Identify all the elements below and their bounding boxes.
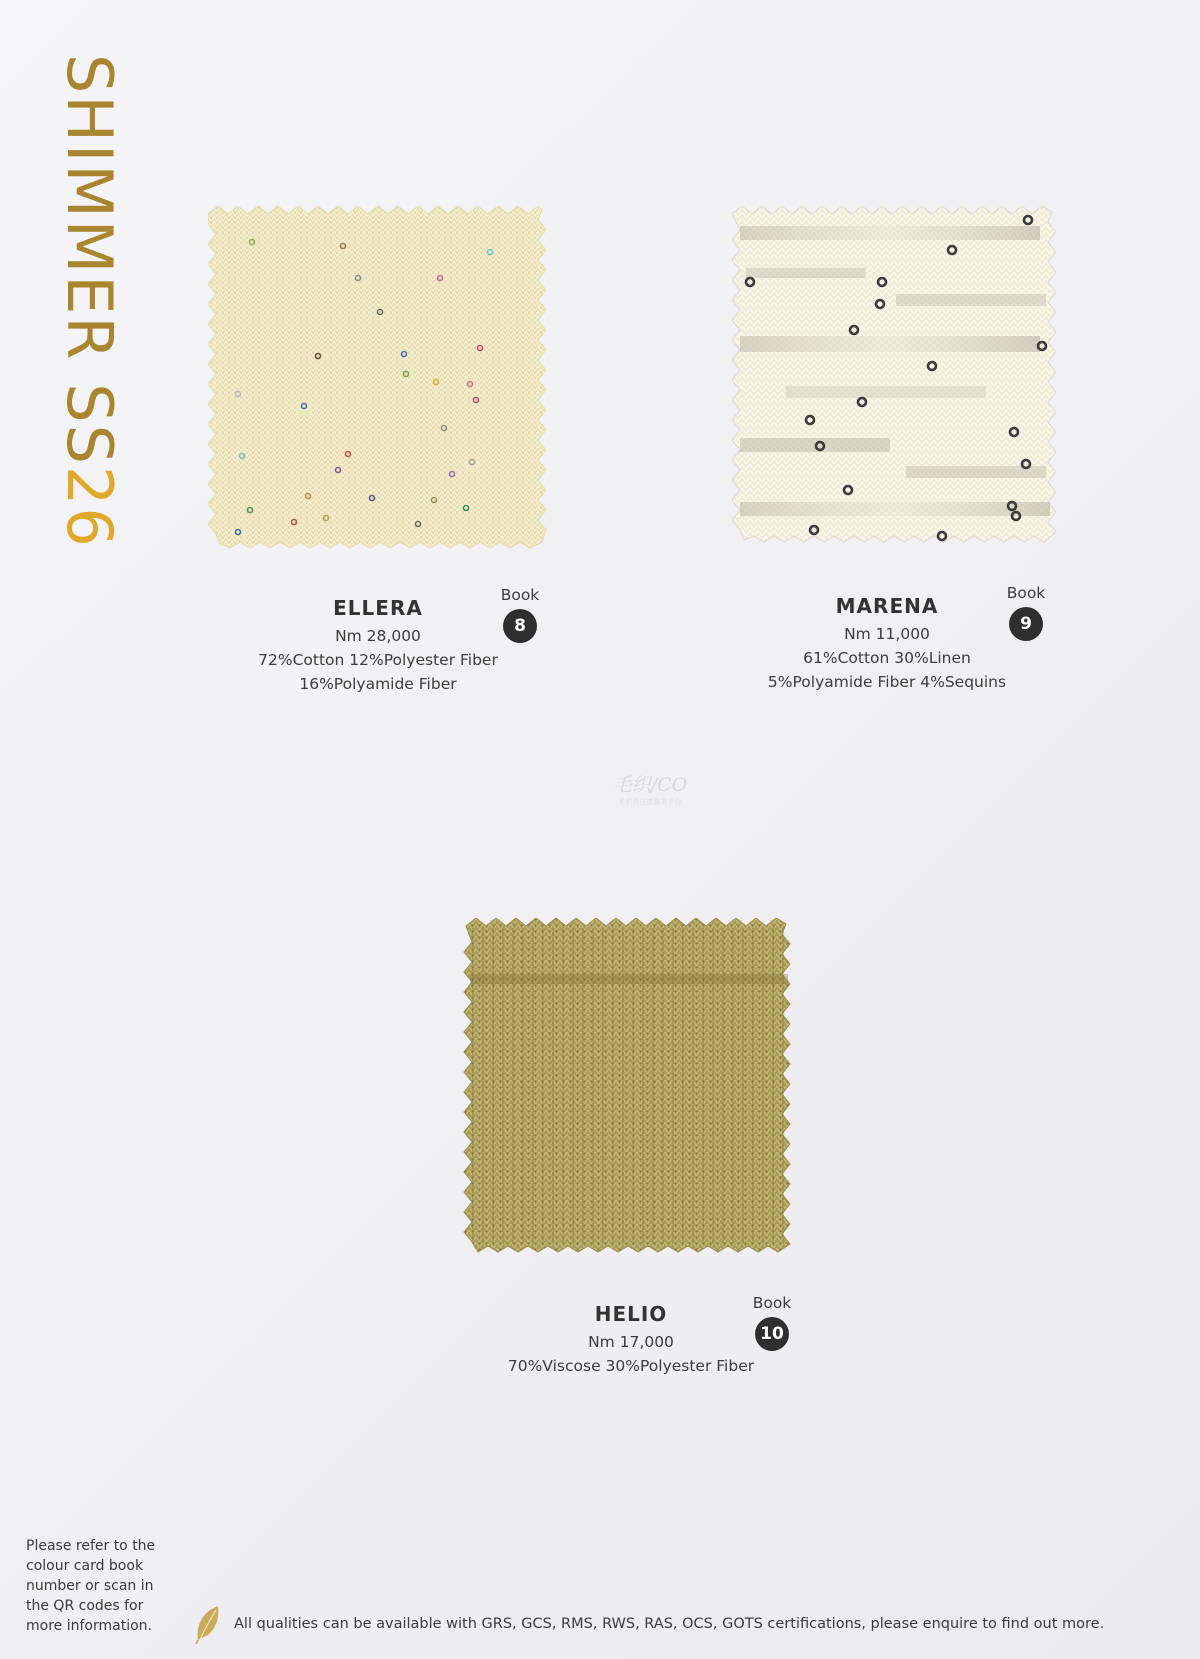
- product-composition: 61%Cotton 30%Linen: [803, 649, 971, 667]
- swatch-marena: [726, 206, 1066, 558]
- product-info-marena: [762, 594, 1012, 694]
- product-composition: 5%Polyamide Fiber 4%Sequins: [767, 673, 1007, 691]
- product-name: MARENA: [835, 594, 939, 618]
- product-count: Nm 11,000: [844, 625, 930, 643]
- product-name: HELIO: [594, 1302, 668, 1326]
- certification-note: [194, 1604, 1104, 1644]
- swatch-marena-fabric: [726, 206, 1066, 558]
- product-count: Nm 28,000: [335, 627, 421, 645]
- product-info-ellera: [258, 596, 498, 696]
- product-composition: 72%Cotton 12%Polyester Fiber: [258, 651, 498, 669]
- book-label: Book: [1006, 584, 1046, 602]
- product-composition: 70%Viscose 30%Polyester Fiber: [507, 1357, 755, 1375]
- title-main: SHIMMER SS: [53, 54, 126, 466]
- leaf-icon: [194, 1604, 222, 1644]
- watermark-logo: [600, 770, 700, 807]
- swatch-helio: [462, 918, 808, 1260]
- swatch-ellera-fabric: [208, 206, 550, 562]
- product-count: Nm 17,000: [588, 1333, 674, 1351]
- footer-note: Please refer to the colour card book number or scan in the QR codes for more information.: [26, 1538, 156, 1634]
- watermark-subtext: 毛织供应链服务平台: [618, 798, 682, 806]
- book-number: 10: [755, 1317, 789, 1351]
- watermark-text: 毛织/CO: [612, 774, 688, 796]
- book-label: Book: [752, 1294, 792, 1312]
- title-year: 26: [53, 465, 126, 549]
- book-badge-marena: [1000, 584, 1052, 641]
- product-info-helio: [496, 1302, 766, 1378]
- collection-title-text: [53, 54, 126, 549]
- book-badge-ellera: [494, 586, 546, 643]
- collection-title: [53, 54, 128, 614]
- book-label: Book: [500, 586, 540, 604]
- product-composition: 16%Polyamide Fiber: [299, 675, 457, 693]
- swatch-ellera: [208, 206, 550, 562]
- book-number: 8: [503, 609, 537, 643]
- book-number: 9: [1009, 607, 1043, 641]
- certification-text: All qualities can be available with GRS, GCS, RMS, RWS, RAS, OCS, GOTS certifications, please enquire to find out more.: [234, 1616, 1105, 1632]
- swatch-helio-fabric: [462, 918, 808, 1260]
- product-name: ELLERA: [333, 596, 423, 620]
- book-badge-helio: [746, 1294, 798, 1351]
